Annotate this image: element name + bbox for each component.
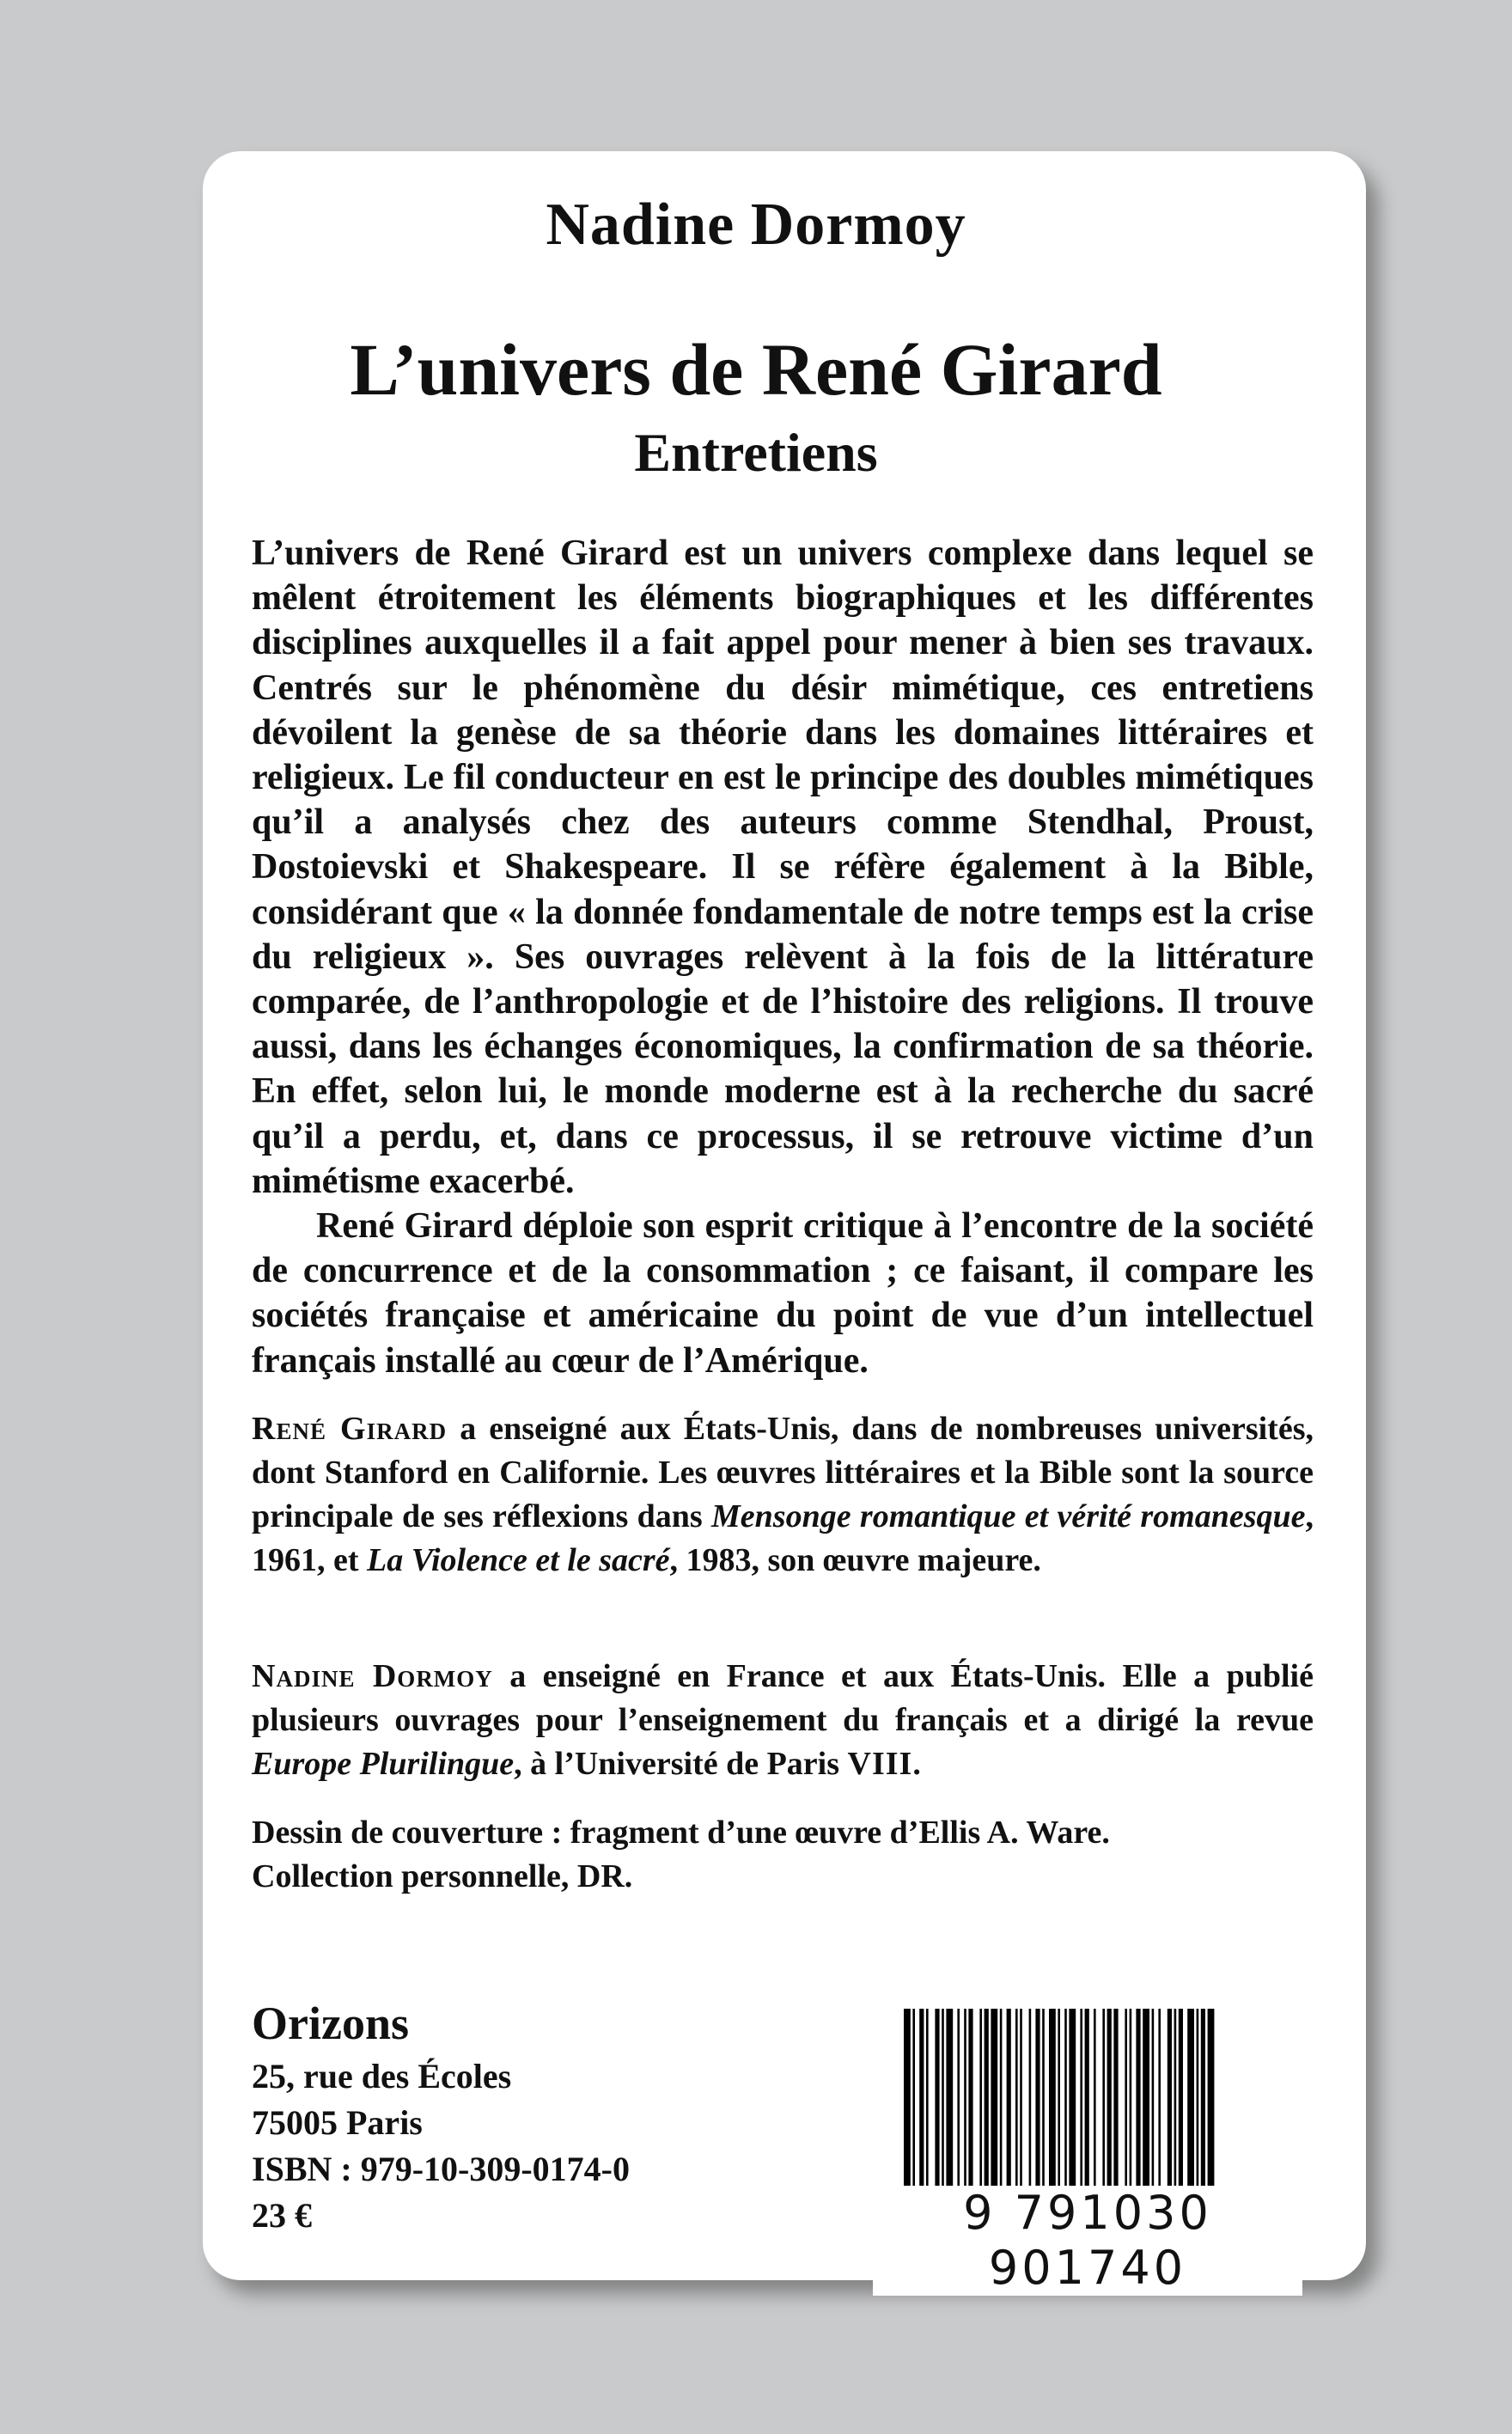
bio-text: a enseigné aux États-Unis, dans de nombreuses universités, dont Stanford en Californie. Les œuvres littéraires et la Bible sont la source principale de ses réflexions dans — [252, 1411, 1314, 1534]
bio-text: , 1983, son œuvre majeure. — [669, 1542, 1041, 1578]
work-title: La Violence et le sacré — [367, 1542, 670, 1578]
blurb — [252, 531, 1314, 1383]
cover-credit — [252, 1811, 1314, 1899]
blurb-paragraph: René Girard déploie son esprit critique à l’encontre de la société de concurrence et de la consommation ; ce faisant, il compare les sociétés française et américaine du point de vue d’un intellectuel français installé au cœur de l’Amérique. — [252, 1206, 1314, 1381]
bio-girard-name: René Girard — [252, 1411, 448, 1447]
price: 23 € — [252, 2196, 312, 2235]
bio-text: , 1961, et — [252, 1498, 1314, 1578]
barcode — [873, 2009, 1302, 2295]
work-title: Mensonge romantique et vérité romanesque — [711, 1498, 1306, 1534]
blurb-paragraph: L’univers de René Girard est un univers complexe dans lequel se mêlent étroitement les éléments biographiques et les différentes disciplines auxquelles il a fait appel pour mener à bien ses travaux. Centrés sur le phénomène du désir mimétique, ces entretiens dévoilent la genèse de sa théorie dans les domaines littéraires et religieux. Le fil conducteur en est le principe des doubles mimétiques qu’il a analysés chez des auteurs comme Stendhal, Proust, Dostoievski et Shakespeare. Il se réfère également à la Bible, considérant que « la donnée fondamentale de notre temps est la crise du religieux ». Ses ouvrages relèvent à la fois de la littérature comparée, de l’anthropologie et de l’histoire des religions. Il trouve aussi, dans les échanges économiques, la confirmation de sa théorie. En effet, selon lui, le monde moderne est à la recherche du sacré qu’il a perdu, et, dans ce processus, il se retrouve victime d’un mimétisme exacerbé. — [252, 534, 1314, 1201]
book-title: L’univers de René Girard — [350, 328, 1162, 411]
publisher-name: Orizons — [252, 1998, 409, 2049]
bio-text: , à l’Université de Paris — [514, 1746, 848, 1782]
credit-line: Dessin de couverture : fragment d’une œuvre d’Ellis A. Ware. — [252, 1815, 1110, 1851]
isbn: ISBN : 979-10-309-0174-0 — [252, 2150, 630, 2188]
publisher-street: 25, rue des Écoles — [252, 2057, 512, 2095]
bio-dormoy-name: Nadine Dormoy — [252, 1658, 493, 1694]
book-subtitle: Entretiens — [634, 422, 878, 483]
journal-title: Europe Plurilingue — [252, 1746, 515, 1782]
bio-dormoy — [252, 1655, 1314, 1786]
bio-girard — [252, 1407, 1314, 1583]
author-name: Nadine Dormoy — [546, 192, 966, 258]
publisher-block — [252, 1993, 630, 2239]
credit-line: Collection personnelle, DR. — [252, 1858, 633, 1894]
roman-numeral: VIII — [847, 1746, 913, 1782]
bio-text: a enseigné en France et aux États-Unis. Elle a publié plusieurs ouvrages pour l’enseignement du français et a dirigé la revue — [252, 1658, 1314, 1738]
barcode-digits: 9 791030 901740 — [873, 2186, 1302, 2296]
publisher-city: 75005 Paris — [252, 2103, 423, 2142]
bio-text: . — [912, 1746, 921, 1782]
